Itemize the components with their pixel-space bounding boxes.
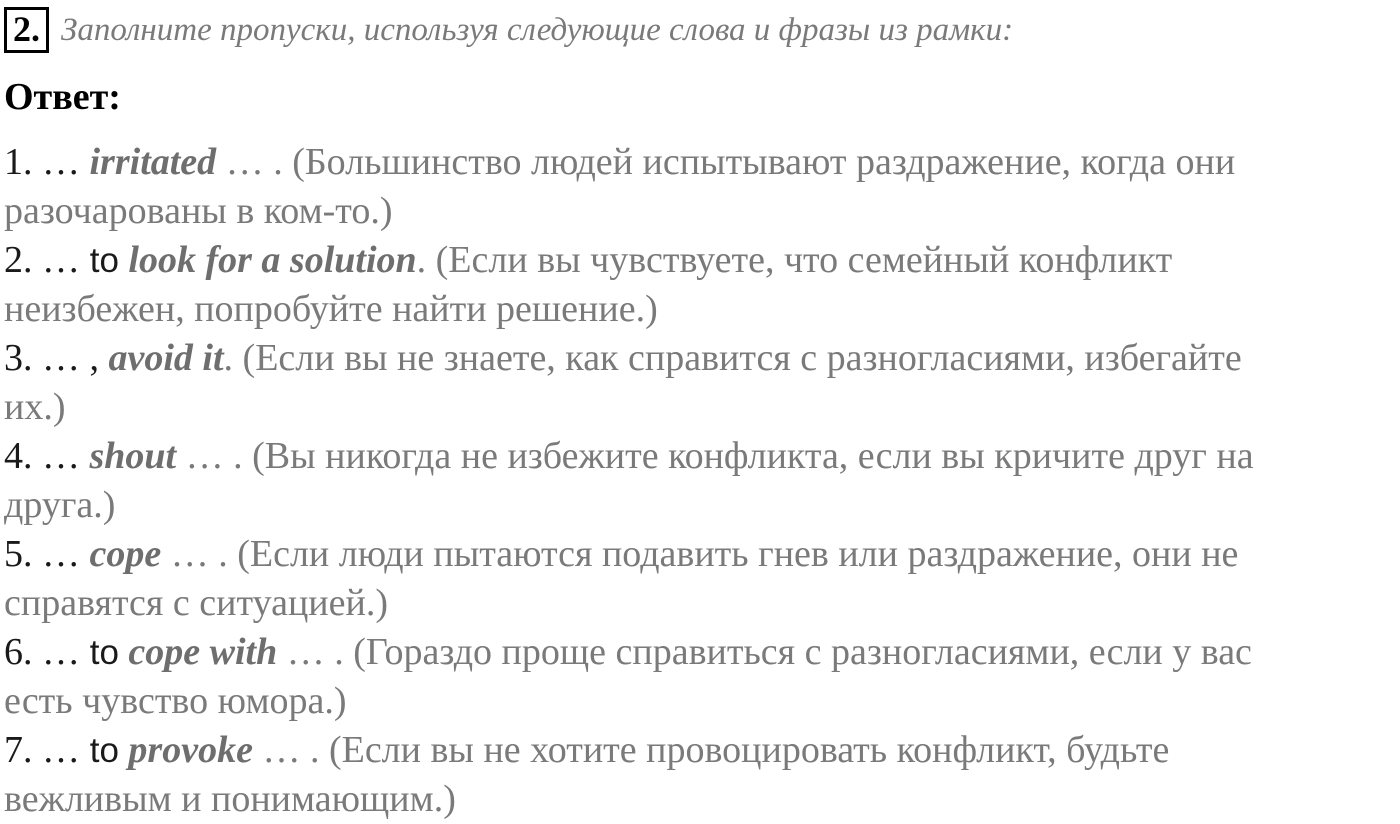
answer-item-7 bbox=[4, 726, 1400, 824]
item-to-word: to bbox=[80, 731, 119, 770]
item-trailing-gap: … . bbox=[161, 533, 228, 575]
item-answer-word: provoke bbox=[128, 729, 253, 771]
item-number: 1. … bbox=[4, 141, 80, 183]
item-answer-word: shout bbox=[89, 435, 177, 477]
item-trailing-gap: . bbox=[223, 337, 234, 379]
item-translation-continued: есть чувство юмора.) bbox=[4, 680, 347, 722]
answer-item-first-line bbox=[4, 138, 1400, 187]
item-answer-word: irritated bbox=[89, 141, 217, 183]
exercise-header bbox=[4, 8, 1013, 52]
item-answer-word: cope bbox=[89, 533, 162, 575]
answer-item-first-line bbox=[4, 334, 1400, 383]
answer-item-4 bbox=[4, 432, 1400, 530]
item-translation-continued: неизбежен, попробуйте найти решение.) bbox=[4, 288, 658, 330]
item-trailing-gap: … . bbox=[216, 141, 283, 183]
answer-heading: Ответ: bbox=[4, 76, 121, 118]
item-translation: (Гораздо проще справиться с разногласиями, если у вас bbox=[343, 631, 1252, 673]
item-number: 6. … bbox=[4, 631, 80, 673]
answer-item-6 bbox=[4, 628, 1400, 726]
item-to-word: to bbox=[80, 633, 119, 672]
answer-item-5 bbox=[4, 530, 1400, 628]
answer-item-first-line bbox=[4, 236, 1400, 285]
item-answer-word: avoid it bbox=[108, 337, 224, 379]
answer-item-first-line bbox=[4, 628, 1400, 677]
item-translation: (Если вы не знаете, как справится с разногласиями, избегайте bbox=[233, 337, 1242, 379]
item-trailing-gap: … . bbox=[252, 729, 320, 771]
item-translation: (Если вы чувствуете, что семейный конфликт bbox=[426, 239, 1173, 281]
item-number: 5. … bbox=[4, 533, 80, 575]
item-translation: (Если вы не хотите провоцировать конфликт, будьте bbox=[319, 729, 1170, 771]
exercise-number-box: 2. bbox=[4, 7, 49, 53]
item-number: 7. … bbox=[4, 729, 80, 771]
answer-item-2 bbox=[4, 236, 1400, 334]
item-translation-continued: их.) bbox=[4, 386, 66, 428]
item-translation-continued: справятся с ситуацией.) bbox=[4, 582, 388, 624]
item-translation: (Если люди пытаются подавить гнев или раздражение, они не bbox=[227, 533, 1239, 575]
answer-list bbox=[4, 138, 1400, 824]
answer-item-first-line bbox=[4, 726, 1400, 775]
item-answer-word: look for a solution bbox=[128, 239, 417, 281]
item-translation: (Вы никогда не избежите конфликта, если вы кричите друг на bbox=[242, 435, 1254, 477]
answer-item-1 bbox=[4, 138, 1400, 236]
answer-item-first-line bbox=[4, 432, 1400, 481]
item-trailing-gap: . bbox=[416, 239, 427, 281]
item-translation-continued: вежливым и понимающим.) bbox=[4, 778, 456, 820]
item-to-word: to bbox=[80, 241, 119, 280]
item-translation-continued: друга.) bbox=[4, 484, 116, 526]
item-number: 3. … , bbox=[4, 337, 99, 379]
item-number: 4. … bbox=[4, 435, 80, 477]
item-number: 2. … bbox=[4, 239, 80, 281]
item-trailing-gap: … . bbox=[176, 435, 243, 477]
item-translation: (Большинство людей испытывают раздражение, когда они bbox=[282, 141, 1236, 183]
answer-item-first-line bbox=[4, 530, 1400, 579]
item-translation-continued: разочарованы в ком-то.) bbox=[4, 190, 393, 232]
answer-item-3 bbox=[4, 334, 1400, 432]
item-answer-word: cope with bbox=[128, 631, 278, 673]
item-trailing-gap: … . bbox=[277, 631, 344, 673]
exercise-instruction: Заполните пропуски, используя следующие слова и фразы из рамки: bbox=[61, 11, 1014, 48]
